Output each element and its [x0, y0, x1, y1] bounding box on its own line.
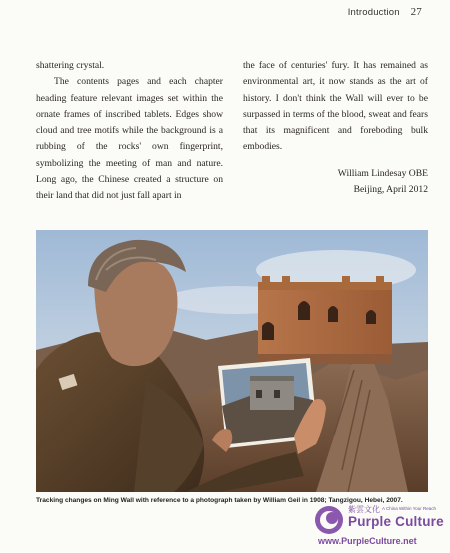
running-header	[348, 6, 422, 18]
watermark-tagline: A China Within Your Reach	[382, 506, 437, 511]
purple-culture-logo-icon	[314, 505, 344, 535]
purple-culture-watermark	[312, 502, 450, 552]
paragraph-contents-pages: The contents pages and each chapter heading feature relevant images set within the ornate frames of inscribed tablets. Edges show cloud and tree motifs while the background is a rubbing of the rocks' own fingerprint, symbolizing the meeting of man and nature. Long ago, the Chinese created a structure on their land that did not just fall apart in	[36, 76, 223, 202]
photo-caption: Tracking changes on Ming Wall with reference to a photograph taken by William Geil in 1908; Tangzigou, Hebei, 2007.	[36, 497, 403, 504]
great-wall-photo	[36, 230, 428, 492]
page-number: 27	[410, 6, 422, 18]
watermark-brand: Purple Culture	[348, 514, 444, 529]
paragraph-continuation: shattering crystal.	[36, 60, 105, 71]
paragraph-environmental-art: the face of centuries' fury. It has remained as environmental art, it now stands as the art of history. I don't think the Wall will ever to be surpassed in terms of the blood, sweat and fears that its magnificent and foreboding bulk embodies.	[243, 60, 428, 153]
signature-name: William Lindesay OBE	[337, 167, 428, 179]
signature-block	[243, 166, 428, 198]
signature-place-date: Beijing, April 2012	[353, 183, 428, 195]
left-text-column	[36, 58, 223, 205]
section-title: Introduction	[347, 7, 400, 18]
photo-illustration	[36, 230, 428, 492]
watermark-url: www.PurpleCulture.net	[318, 536, 417, 546]
watchtower	[258, 276, 392, 364]
right-text-column	[243, 58, 428, 198]
watermark-chinese: 紫雲文化	[348, 505, 380, 514]
